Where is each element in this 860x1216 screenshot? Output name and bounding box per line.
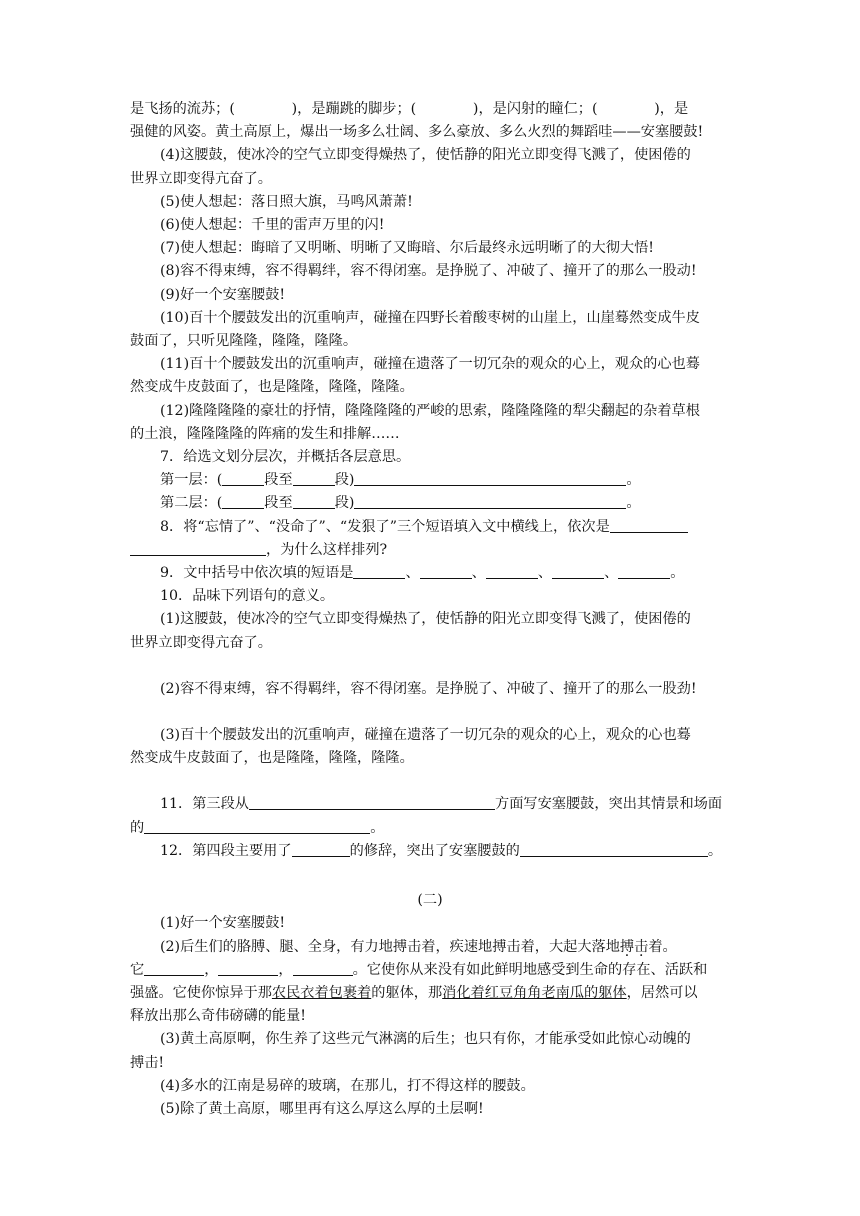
question-8-cont: ，为什么这样排列? — [130, 539, 730, 562]
paragraph-6: (6)使人想起：千里的雷声万里的闪! — [160, 217, 385, 234]
answer-blank[interactable] — [293, 961, 353, 976]
answer-blank[interactable] — [353, 564, 405, 579]
paragraph-4: (4)这腰鼓，使冰冷的空气立即变得燥热了，使恬静的阳光立即变得飞溅了，使困倦的 — [160, 147, 691, 164]
underlined-phrase: 农民衣着包裹着 — [271, 984, 372, 1001]
answer-blank[interactable] — [354, 471, 626, 486]
text-line: 世界立即变得亢奋了。 — [130, 170, 272, 187]
text-line: 的土浪，隆隆隆隆的阵痛的发生和排解…… — [130, 425, 400, 442]
document-page — [130, 98, 730, 1121]
question-7-layer-2: 第二层：( 段至 段) 。 — [160, 495, 641, 512]
paragraph-8: (8)容不得束缚，容不得羁绊，容不得闭塞。是挣脱了、冲破了、撞开了的那么一股动! — [160, 263, 697, 280]
answer-blank[interactable] — [144, 819, 370, 834]
answer-space[interactable] — [130, 655, 730, 678]
question-8: 8．将“忘情了”、“没命了”、“发狠了”三个短语填入文中横线上，依次是 — [130, 516, 730, 539]
emphasis-dot-char: 击 — [634, 938, 649, 955]
paragraph-10: (10)百十个腰鼓发出的沉重响声，碰撞在四野长着酸枣树的山崖上，山崖蓦然变成牛皮 — [160, 309, 700, 326]
answer-blank[interactable] — [552, 564, 604, 579]
answer-blank[interactable] — [218, 961, 278, 976]
passage2-paragraph-3: (3)黄土高原啊，你生养了这些元气淋漓的后生；也只有你，才能承受如此惊心动魄的 — [160, 1031, 691, 1048]
answer-blank[interactable] — [520, 842, 708, 857]
passage2-line: 搏击! — [130, 1054, 165, 1071]
paragraph-9: (9)好一个安塞腰鼓! — [160, 286, 286, 303]
passage2-paragraph-5: (5)除了黄土高原，哪里再有这么厚这么厚的土层啊! — [160, 1100, 484, 1117]
paragraph-12: (12)隆隆隆隆的豪壮的抒情，隆隆隆隆的严峻的思索，隆隆隆隆的犁尖翻起的杂着草根 — [160, 402, 700, 419]
answer-blank[interactable] — [249, 795, 495, 810]
question-10-1-cont: 世界立即变得亢奋了。 — [130, 634, 272, 651]
underlined-phrase: 消化着红豆角角老南瓜的躯体 — [442, 984, 627, 1001]
question-10: 10．品味下列语句的意义。 — [160, 588, 335, 605]
passage2-line: 释放出那么奇伟磅礴的能量! — [130, 1008, 306, 1025]
answer-blank[interactable] — [420, 564, 472, 579]
answer-blank[interactable] — [130, 541, 266, 556]
passage2-paragraph-4: (4)多水的江南是易碎的玻璃，在那儿，打不得这样的腰鼓。 — [160, 1077, 535, 1094]
answer-blank[interactable] — [354, 494, 626, 509]
question-9: 9．文中括号中依次填的短语是 、 、 、 、 。 — [160, 565, 685, 582]
question-11-cont: 的 。 — [130, 819, 385, 836]
passage2-paragraph-1: (1)好一个安塞腰鼓! — [160, 915, 286, 932]
answer-blank[interactable] — [293, 471, 335, 486]
emphasis-dot-char: 搏 — [619, 938, 635, 955]
question-10-2: (2)容不得束缚，容不得羁绊，容不得闭塞。是挣脱了、冲破了、撞开了的那么一股劲! — [160, 680, 697, 697]
passage2-line: 它 ， ， 。它使你从来没有如此鲜明地感受到生命的存在、活跃和 — [130, 961, 708, 978]
question-10-3-cont: 然变成牛皮鼓面了，也是隆隆，隆隆，隆隆。 — [130, 750, 414, 767]
question-10-1: (1)这腰鼓，使冰冷的空气立即变得燥热了，使恬静的阳光立即变得飞溅了，使困倦的 — [160, 611, 691, 628]
answer-space[interactable] — [130, 770, 730, 793]
question-12: 12．第四段主要用了 的修辞，突出了安塞腰鼓的 。 — [160, 842, 723, 859]
section-heading: (二) — [417, 892, 443, 909]
answer-blank[interactable] — [222, 494, 264, 509]
paragraph-5: (5)使人想起：落日照大旗，马鸣风萧萧! — [160, 193, 413, 210]
answer-blank[interactable] — [486, 564, 538, 579]
answer-blank[interactable] — [293, 494, 335, 509]
question-7-layer-1: 第一层：( 段至 段) 。 — [160, 472, 641, 489]
passage2-line: 强盛。它使你惊异于那农民衣着包裹着的躯体，那消化着红豆角角老南瓜的躯体，居然可以 — [130, 984, 698, 1001]
question-7: 7．给选文划分层次，并概括各层意思。 — [160, 449, 411, 466]
answer-blank[interactable] — [222, 471, 264, 486]
passage2-paragraph-2: (2)后生们的胳膊、腿、全身，有力地搏击着，疾速地搏击着，大起大落地搏击着。 — [160, 938, 677, 955]
answer-blank[interactable] — [618, 564, 670, 579]
text-line: 然变成牛皮鼓面了，也是隆隆，隆隆，隆隆。 — [130, 379, 414, 396]
text-line: 是飞扬的流苏；( )，是蹦跳的脚步；( )，是闪射的瞳仁；( )，是 — [130, 101, 689, 117]
question-11: 11．第三段从 方面写安塞腰鼓，突出其情景和场面 — [160, 796, 723, 813]
text-line: 强健的风姿。黄土高原上，爆出一场多么壮阔、多么豪放、多么火烈的舞蹈哇——安塞腰鼓! — [130, 124, 704, 141]
answer-blank[interactable] — [610, 517, 688, 532]
paragraph-7: (7)使人想起：晦暗了又明晰、明晰了又晦暗、尔后最终永远明晰了的大彻大悟! — [160, 240, 654, 257]
paragraph-11: (11)百十个腰鼓发出的沉重响声，碰撞在遗落了一切冗杂的观众的心上，观众的心也蓦 — [160, 356, 700, 373]
answer-space[interactable] — [130, 701, 730, 724]
answer-blank[interactable] — [292, 842, 350, 857]
question-10-3: (3)百十个腰鼓发出的沉重响声，碰撞在遗落了一切冗杂的观众的心上，观众的心也蓦 — [160, 727, 691, 744]
text-line: 鼓面了，只听见隆隆，隆隆，隆隆。 — [130, 333, 358, 350]
answer-blank[interactable] — [144, 961, 204, 976]
